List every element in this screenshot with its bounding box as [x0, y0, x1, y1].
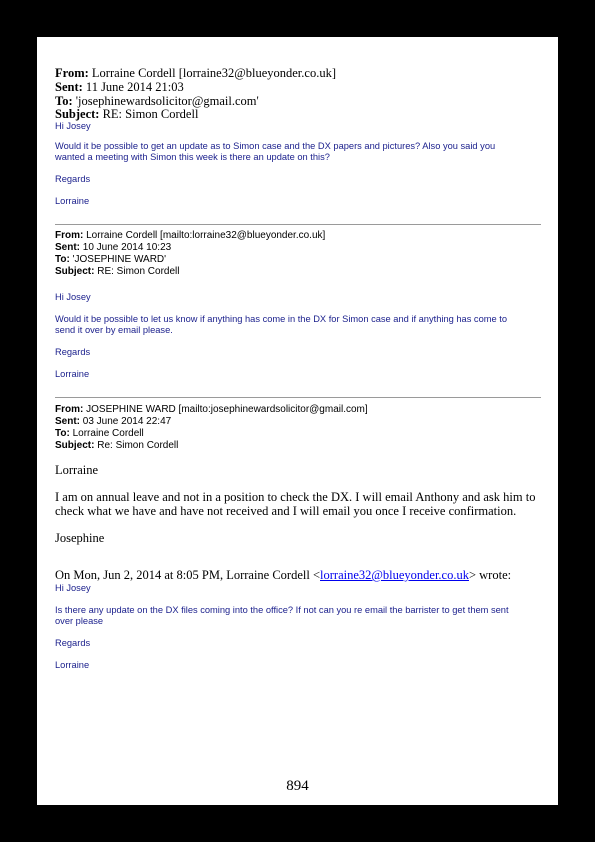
email1-sent: 11 June 2014 21:03 [85, 80, 184, 94]
email2-subject-label: Subject: [55, 266, 95, 277]
email3-subject: Re: Simon Cordell [97, 440, 179, 451]
email1-body-line1: Would it be possible to get an update as to Simon case and the DX papers and pictures? Also you said you [55, 141, 496, 151]
email3-sent-label: Sent: [55, 416, 80, 427]
email2-body-line1: Would it be possible to let us know if anything has come in the DX for Simon case and if anything has come to [55, 314, 508, 324]
email3-name: Josephine [55, 531, 105, 545]
email2-to-label: To: [55, 254, 70, 265]
email2-sent-line [55, 242, 171, 254]
email3-from-line [55, 404, 368, 416]
email1-body-line2: wanted a meeting with Simon this week is there an update on this? [55, 152, 330, 162]
email2-from-label: From: [55, 230, 84, 241]
page-number: 894 [286, 778, 309, 794]
quote-intro-prefix: On Mon, Jun 2, 2014 at 8:05 PM, Lorraine Cordell < [55, 568, 321, 582]
email1-from: Lorraine Cordell [lorraine32@blueyonder.co.uk] [91, 66, 336, 80]
document-page [37, 37, 558, 805]
email2-from-line [55, 230, 325, 242]
email1-signoff: Regards [55, 174, 91, 184]
email1-subject-label: Subject: [55, 107, 100, 121]
email1-sent-line [55, 80, 184, 95]
email2-signoff: Regards [55, 347, 91, 357]
quote-signoff: Regards [55, 638, 91, 648]
email3-from-label: From: [55, 404, 84, 415]
email2-name: Lorraine [55, 369, 90, 379]
quote-greeting: Hi Josey [55, 583, 91, 593]
email1-from-label: From: [55, 66, 89, 80]
email2-body-line2: send it over by email please. [55, 325, 173, 335]
email2-sent-label: Sent: [55, 242, 80, 253]
separator-rule-2 [55, 397, 541, 398]
separator-rule-1 [55, 224, 541, 225]
email2-greeting: Hi Josey [55, 292, 91, 302]
email1-sent-label: Sent: [55, 80, 83, 94]
email3-from: JOSEPHINE WARD [mailto:josephinewardsolicitor@gmail.com] [86, 404, 368, 415]
quote-intro-suffix: > wrote: [468, 568, 512, 582]
email3-to-line [55, 428, 144, 440]
email1-to: 'josephinewardsolicitor@gmail.com' [75, 94, 259, 108]
email3-subject-label: Subject: [55, 440, 95, 451]
email2-to-line [55, 254, 166, 266]
email1-subject-line [55, 107, 198, 122]
email3-sent-line [55, 416, 171, 428]
email3-greeting: Lorraine [55, 463, 99, 477]
email1-greeting: Hi Josey [55, 121, 91, 131]
email2-to: 'JOSEPHINE WARD' [72, 254, 167, 265]
quote-intro-line [55, 568, 511, 583]
email1-from-line [55, 66, 336, 81]
email2-subject: RE: Simon Cordell [97, 266, 180, 277]
email3-sent: 03 June 2014 22:47 [82, 416, 172, 427]
email1-to-label: To: [55, 94, 73, 108]
email2-sent: 10 June 2014 10:23 [82, 242, 172, 253]
email2-from: Lorraine Cordell [mailto:lorraine32@blueyonder.co.uk] [86, 230, 326, 241]
email3-body-line2: check what we have and have not received and I will email you once I receive confirmation. [55, 504, 517, 518]
email3-to-label: To: [55, 428, 70, 439]
quote-name: Lorraine [55, 660, 90, 670]
quote-body-line2: over please [55, 616, 104, 626]
email2-subject-line [55, 266, 180, 278]
email3-to: Lorraine Cordell [72, 428, 144, 439]
email3-body-line1: I am on annual leave and not in a position to check the DX. I will email Anthony and ask him to [55, 490, 536, 504]
email1-subject: RE: Simon Cordell [102, 107, 199, 121]
quote-body-line1: Is there any update on the DX files coming into the office? If not can you re email the barrister to get them sent [55, 605, 509, 615]
email1-name: Lorraine [55, 196, 90, 206]
email3-subject-line [55, 440, 178, 452]
quote-email-link[interactable]: lorraine32@blueyonder.co.uk [320, 568, 469, 582]
